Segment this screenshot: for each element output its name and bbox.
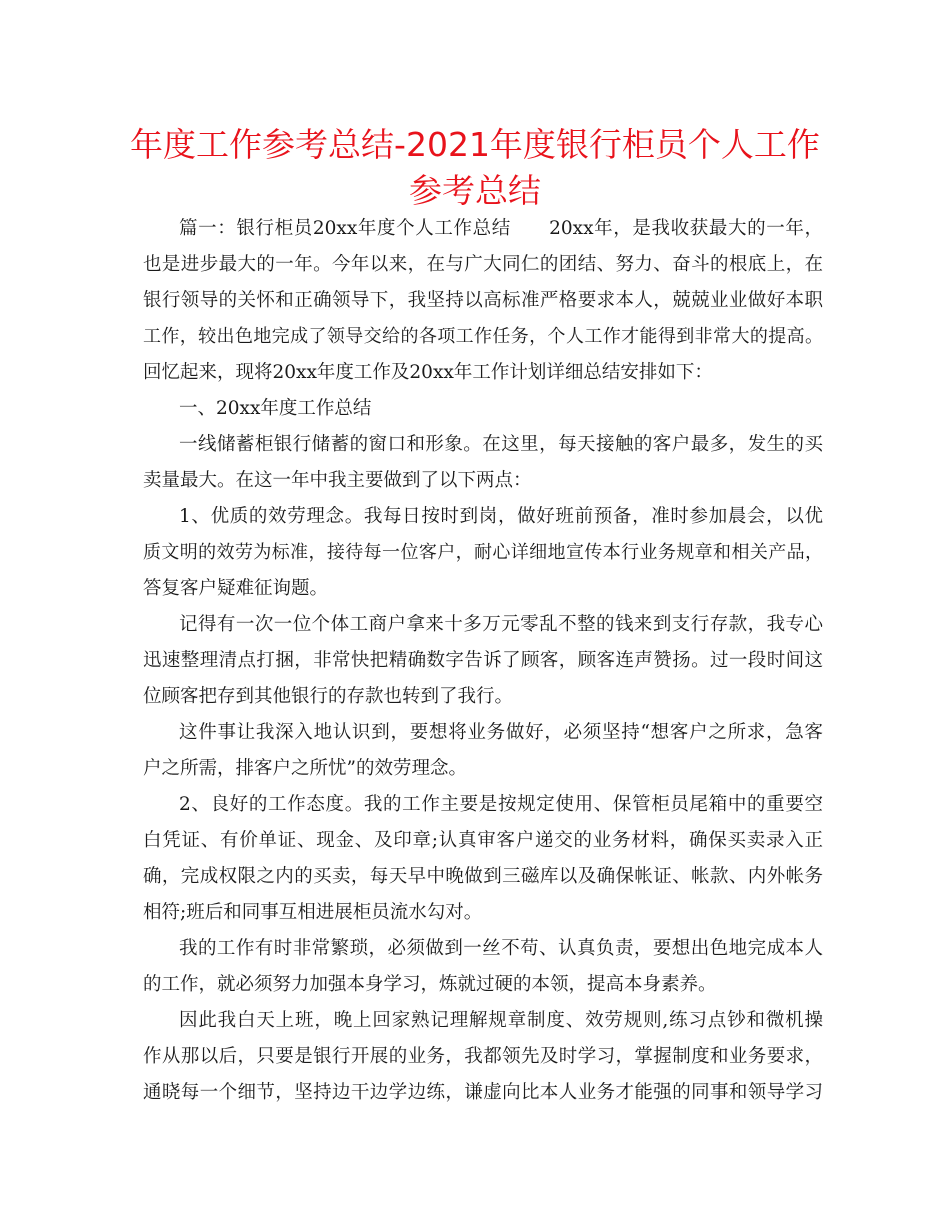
body-line: 迅速整理清点打捆，非常快把精确数字告诉了顾客，顾客连声赞扬。过一段时间这 — [143, 650, 823, 671]
body-line: 白凭证、有价单证、现金、及印章;认真审客户递交的业务材料，确保买卖录入正 — [143, 830, 823, 851]
body-line: 回忆起来，现将20xx年度工作及20xx年工作计划详细总结安排如下： — [143, 362, 713, 383]
document-title-line-1: 年度工作参考总结-2021年度银行柜员个人工作 — [130, 125, 820, 164]
document-title-line-2: 参考总结 — [409, 171, 541, 210]
body-line: 卖量最大。在这一年中我主要做到了以下两点： — [143, 470, 532, 491]
body-line: 这件事让我深入地认识到，要想将业务做好，必须坚持“想客户之所求，急客 — [179, 722, 823, 743]
body-line: 记得有一次一位个体工商户拿来十多万元零乱不整的钱来到支行存款，我专心 — [179, 614, 823, 635]
body-line: 一线储蓄柜银行储蓄的窗口和形象。在这里，每天接触的客户最多，发生的买 — [179, 434, 823, 455]
body-line: 的工作，就必须努力加强本身学习，炼就过硬的本领，提高本身素养。 — [143, 974, 717, 995]
body-line: 作从那以后，只要是银行开展的业务，我都领先及时学习，掌握制度和业务要求， — [143, 1046, 823, 1067]
body-line: 质文明的效劳为标准，接待每一位客户，耐心详细地宣传本行业务规章和相关产品， — [143, 542, 823, 563]
section-heading: 一、20xx年度工作总结 — [179, 398, 372, 419]
body-line: 相符;班后和同事互相进展柜员流水勾对。 — [143, 902, 483, 923]
body-line: 答复客户疑难征询题。 — [143, 578, 329, 599]
body-line: 户之所需，排客户之所忧”的效劳理念。 — [143, 758, 467, 779]
body-line: 篇一：银行柜员20xx年度个人工作总结 20xx年，是我收获最大的一年， — [179, 218, 823, 239]
body-line: 也是进步最大的一年。今年以来，在与广大同仁的团结、努力、奋斗的根底上，在 — [143, 254, 823, 275]
body-line: 1、优质的效劳理念。我每日按时到岗，做好班前预备，准时参加晨会，以优 — [179, 506, 823, 527]
body-line: 确，完成权限之内的买卖，每天早中晚做到三磁库以及确保帐证、帐款、内外帐务 — [143, 866, 823, 887]
body-line: 通晓每一个细节，坚持边干边学边练，谦虚向比本人业务才能强的同事和领导学习 — [143, 1082, 823, 1103]
body-line: 因此我白天上班，晚上回家熟记理解规章制度、效劳规则,练习点钞和微机操 — [179, 1010, 823, 1031]
body-line: 位顾客把存到其他银行的存款也转到了我行。 — [143, 686, 514, 707]
body-line: 银行领导的关怀和正确领导下，我坚持以高标准严格要求本人，兢兢业业做好本职 — [143, 290, 823, 311]
body-line: 2、良好的工作态度。我的工作主要是按规定使用、保管柜员尾箱中的重要空 — [179, 794, 823, 815]
body-line: 工作，较出色地完成了领导交给的各项工作任务，个人工作才能得到非常大的提高。 — [143, 326, 823, 347]
body-line: 我的工作有时非常繁琐，必须做到一丝不苟、认真负责，要想出色地完成本人 — [179, 938, 823, 959]
